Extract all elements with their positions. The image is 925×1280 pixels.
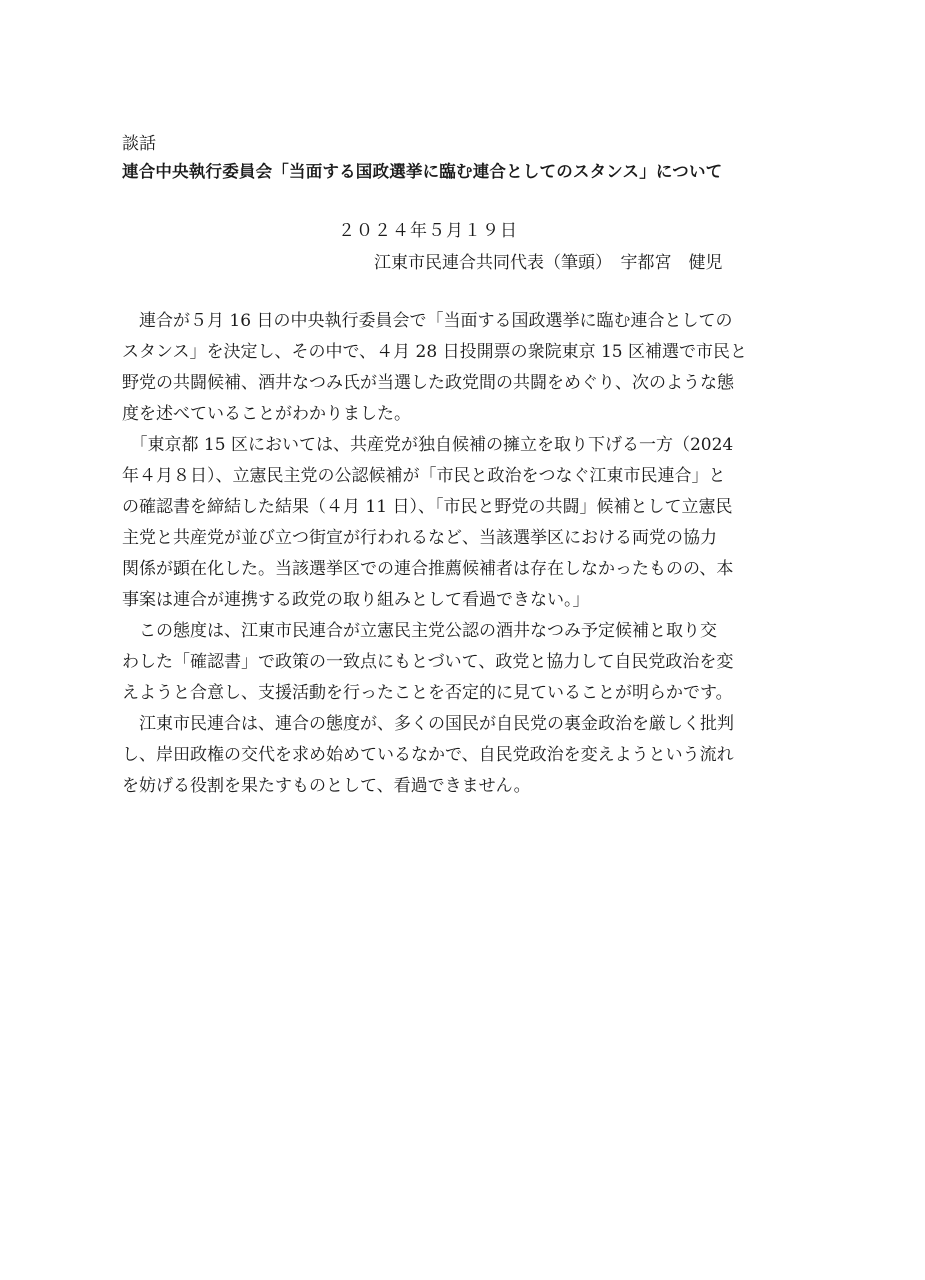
document-date: ２０２４年５月１９日: [338, 221, 518, 241]
paragraph-3: [122, 616, 812, 709]
paragraph-line: えようと合意し、支援活動を行ったことを否定的に見ていることが明らかです。: [122, 683, 733, 703]
paragraph-line: の確認書を締結した結果（４月 11 日）、「市民と野党の共闘」候補として立憲民: [122, 497, 733, 517]
paragraph-line: 江東市民連合は、連合の態度が、多くの国民が自民党の裏金政治を厳しく批判: [122, 714, 734, 734]
document-body: [122, 306, 812, 802]
paragraph-1: [122, 306, 812, 430]
document-title: 連合中央執行委員会「当面する国政選挙に臨む連合としてのスタンス」について: [122, 162, 723, 181]
paragraph-2: [122, 430, 812, 616]
paragraph-line: 主党と共産党が並び立つ街宣が行われるなど、当該選挙区における両党の協力: [122, 528, 717, 548]
paragraph-line: 事案は連合が連携する政党の取り組みとして看過できない。」: [122, 590, 590, 610]
paragraph-line: し、岸田政権の交代を求め始めているなかで、自民党政治を変えようという流れ: [122, 745, 734, 765]
paragraph-line: わした「確認書」で政策の一致点にもとづいて、政党と協力して自民党政治を変: [122, 652, 734, 672]
paragraph-line: を妨げる役割を果たすものとして、看過できません。: [122, 776, 531, 796]
paragraph-line: 野党の共闘候補、酒井なつみ氏が当選した政党間の共闘をめぐり、次のような態: [122, 373, 734, 393]
paragraph-line: 連合が５月 16 日の中央執行委員会で「当面する国政選挙に臨む連合としての: [122, 311, 733, 331]
paragraph-line: 年４月８日）、立憲民主党の公認候補が「市民と政治をつなぐ江東市民連合」と: [122, 466, 726, 486]
paragraph-line: 関係が顕在化した。当該選挙区での連合推薦候補者は存在しなかったものの、本: [122, 559, 734, 579]
paragraph-line: 「東京都 15 区においては、共産党が独自候補の擁立を取り下げる一方（2024: [122, 435, 734, 455]
paragraph-4: [122, 709, 812, 802]
paragraph-line: 度を述べていることがわかりました。: [122, 404, 411, 424]
paragraph-line: スタンス」を決定し、その中で、４月 28 日投開票の衆院東京 15 区補選で市民と: [122, 342, 748, 362]
document-author: 江東市民連合共同代表（筆頭） 宇都宮 健児: [374, 253, 723, 273]
document-label: 談話: [122, 134, 156, 154]
paragraph-line: この態度は、江東市民連合が立憲民主党公認の酒井なつみ予定候補と取り交: [122, 621, 717, 641]
